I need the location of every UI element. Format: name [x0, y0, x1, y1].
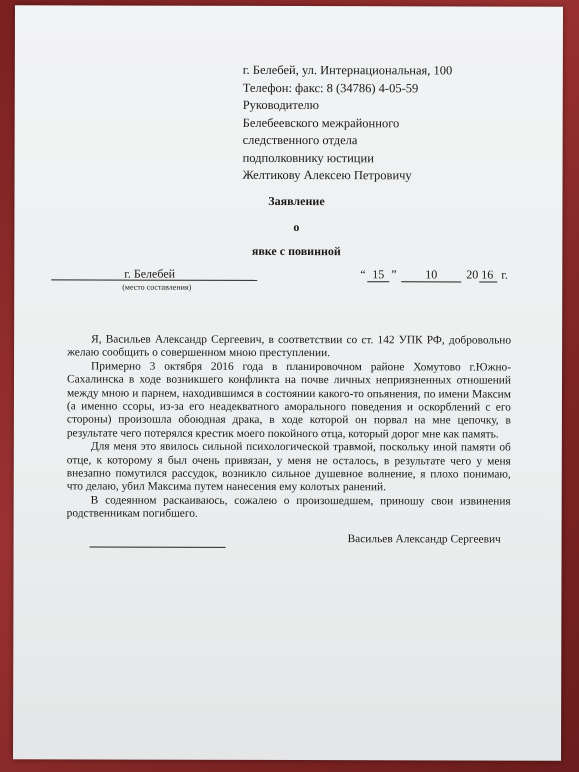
place-value: г. Белебей	[124, 266, 176, 281]
statement-paragraph: Примерно 3 октября 2016 года в планировочном районе Хомутово г.Южно-Сахалинска в ходе возникшего конфликта на почве личных неприязненных отношений между мною и парнем, находившимся в состоянии какого-то опьянения, по имени Максим (а именно ссоры, из-за его неадекватного аморального поведения и оскорблений с его стороны) произошла обоюдная драка, в ходе которой он порвал на мне цепочку, в результате чего потерялся крестик моего покойного отца, который дорог мне как память.	[66, 360, 512, 441]
statement-paragraph: Я, Васильев Александр Сергеевич, в соответствии со ст. 142 УПК РФ, добровольно желаю сообщить о совершенном мною преступлении.	[67, 333, 512, 360]
date-year-unit: г.	[501, 267, 508, 282]
address-line: г. Белебей, ул. Интернациональная, 100	[242, 62, 453, 78]
date-open-quote: “	[360, 267, 366, 282]
recipient-line: следственного отдела	[242, 132, 358, 148]
statement-paragraph: Для меня это явилось сильной психологической травмой, поскольку иной памяти об отце, к которому я был очень привязан, у меня не осталось, в результате чего у меня внезапно помутился рассудок, возникло сильное душевное волнение, я плохо понимаю, что делаю, убил Максима путем нанесения ему колотых ранений.	[66, 440, 511, 494]
date-day-underline	[367, 281, 389, 282]
document-title: Заявление	[268, 193, 325, 209]
date-close-quote: ”	[391, 267, 397, 282]
place-caption: (место составления)	[122, 282, 192, 292]
statement-paragraph: В содеянном раскаиваюсь, сожалею о произошедшем, приношу свои извинения родственникам погибшего.	[66, 494, 511, 521]
document-title-subject: явке с повинной	[251, 243, 341, 259]
document-sheet	[13, 5, 563, 760]
address-block	[243, 62, 453, 185]
phone-line: Телефон: факс: 8 (34786) 4-05-59	[242, 80, 419, 95]
date-month: 10	[425, 267, 438, 282]
recipient-name: Желтикову Алексею Петровичу	[242, 167, 412, 183]
signature-line	[90, 546, 226, 547]
recipient-line: Белебеевского межрайонного	[242, 115, 400, 130]
recipient-line: Руководителю	[242, 97, 319, 113]
recipient-line: подполковнику юстиции	[242, 150, 374, 165]
date-month-underline	[401, 281, 461, 282]
date-year-underline	[479, 282, 497, 283]
document-title-preposition: о	[293, 220, 300, 235]
statement-body	[67, 333, 511, 522]
date-year-prefix: 20	[466, 267, 479, 282]
date-year-suffix: 16	[481, 267, 494, 282]
date-day: 15	[372, 267, 385, 282]
signer-name: Васильев Александр Сергеевич	[347, 533, 501, 546]
